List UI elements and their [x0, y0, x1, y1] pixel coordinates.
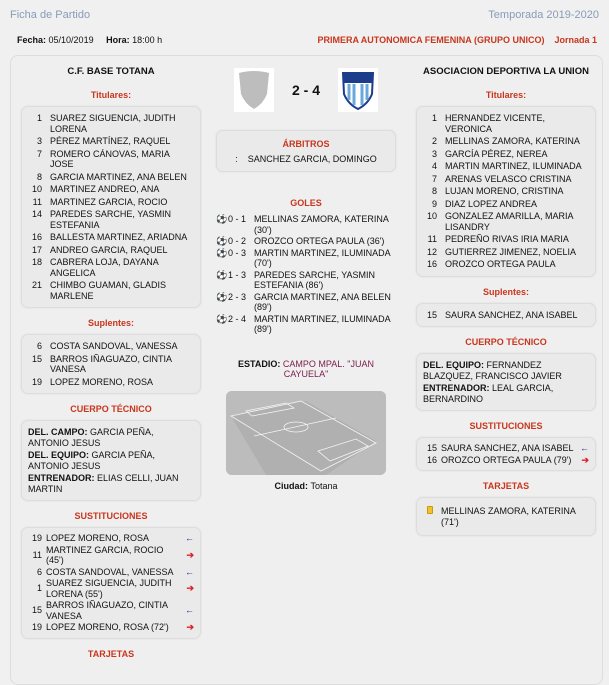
player-name: LUJAN MORENO, CRISTINA — [445, 186, 564, 196]
goal-row — [216, 214, 396, 235]
stadium-image — [226, 391, 386, 475]
away-crest-icon — [338, 68, 378, 112]
goal-score: 0 - 2 — [228, 236, 247, 246]
goal-scorer: MARTIN MARTINEZ, ILUMINADA (70') — [254, 247, 391, 268]
player-name: PEDREÑO RIVAS IRIA MARIA — [445, 234, 569, 244]
staff-name: ELIAS CELLI, JUAN MARTIN — [28, 473, 179, 494]
staff-role: DEL. EQUIPO: — [28, 450, 90, 460]
player-name: ARENAS VELASCO CRISTINA — [445, 173, 572, 184]
player-row — [423, 161, 589, 172]
player-row — [423, 174, 589, 185]
player-number: 4 — [431, 161, 437, 171]
player-number: 10 — [426, 211, 437, 221]
player-row — [423, 149, 589, 160]
player-number: 7 — [431, 173, 437, 184]
goal-scorer: GARCIA MARTINEZ, ANA BELEN (89') — [254, 291, 391, 312]
soccer-ball-icon: ⚽ — [216, 236, 228, 246]
substitution-row — [28, 545, 194, 566]
player-number: 15 — [31, 605, 42, 616]
soccer-ball-icon: ⚽ — [216, 313, 228, 324]
home-starters-heading: Titulares: — [90, 90, 132, 100]
substitution-row — [28, 622, 194, 633]
player-number: 6 — [36, 341, 42, 351]
staff-row — [28, 450, 194, 471]
goal-score: 1 - 3 — [228, 269, 247, 280]
player-row — [423, 234, 589, 245]
staff-role: ENTRENADOR: — [423, 383, 490, 393]
goal-scorer: OROZCO ORTEGA PAULA (36') — [254, 236, 385, 246]
substitution-row — [423, 455, 589, 466]
player-number: 8 — [36, 171, 42, 182]
player-number: 3 — [431, 148, 437, 159]
goal-row — [216, 314, 396, 335]
player-name: CABRERA LOJA, DAYANA ANGELICA — [50, 257, 159, 278]
home-team-name: C.F. BASE TOTANA — [67, 66, 155, 77]
player-number: 9 — [431, 198, 437, 209]
player-row — [423, 136, 589, 147]
player-number: 19 — [31, 376, 42, 387]
competition — [317, 35, 597, 45]
arrow-right-icon: ➔ — [186, 549, 194, 560]
away-starters-list — [416, 106, 596, 277]
player-number: 15 — [426, 443, 437, 453]
date-value: 05/10/2019 — [48, 35, 94, 45]
player-number: 11 — [427, 234, 437, 244]
away-subs-list — [416, 303, 596, 328]
stadium — [216, 359, 396, 379]
player-row — [28, 354, 194, 375]
goal-score: 0 - 1 — [228, 214, 247, 224]
player-name: BARROS IÑAGUAZO, CINTIA VANESA — [50, 353, 172, 374]
player-row — [423, 247, 589, 258]
season-label: Temporada 2019-2020 — [488, 9, 599, 21]
soccer-ball-icon: ⚽ — [216, 247, 228, 258]
goal-row — [216, 270, 396, 291]
player-name: LOPEZ MORENO, ROSA (72') — [46, 622, 169, 632]
arrow-right-icon: ➔ — [581, 454, 589, 465]
player-row — [28, 280, 194, 301]
time-label: Hora: — [106, 35, 130, 45]
arrow-right-icon: ➔ — [186, 622, 194, 632]
home-column — [21, 56, 201, 665]
player-number: 12 — [426, 246, 437, 257]
staff-name: LEAL GARCIA, BERNARDINO — [423, 383, 554, 404]
player-row — [28, 377, 194, 388]
player-number: 16 — [426, 259, 437, 269]
staff-row — [423, 383, 589, 404]
player-name: GARCIA MARTINEZ, ANA BELEN — [50, 171, 187, 182]
player-number: 19 — [31, 622, 42, 632]
goal-row — [216, 236, 396, 247]
city-label: Ciudad: — [274, 480, 308, 491]
player-name: OROZCO ORTEGA PAULA (79') — [441, 454, 572, 465]
away-cards-heading: TARJETAS — [482, 481, 530, 491]
player-name: CHIMBO GUAMAN, GLADIS MARLENE — [50, 280, 167, 301]
soccer-ball-icon: ⚽ — [216, 214, 228, 224]
away-staff-heading: CUERPO TÉCNICO — [465, 337, 547, 347]
player-row — [28, 232, 194, 243]
player-row — [28, 172, 194, 183]
goal-row — [216, 292, 396, 313]
player-name: BARROS IÑAGUAZO, CINTIA VANESA — [46, 600, 168, 621]
staff-name: GARCIA PEÑA, ANTONIO JESUS — [28, 450, 156, 471]
away-subs-heading: Suplentes: — [482, 286, 529, 297]
goal-scorer: PAREDES SARCHE, YASMIN ESTEFANIA (86') — [254, 269, 376, 290]
player-number: 7 — [36, 148, 42, 159]
home-cards-heading: TARJETAS — [87, 648, 135, 659]
referee-role: : — [235, 154, 238, 164]
staff-row — [28, 473, 194, 494]
player-name: PÉREZ MARTÍNEZ, RAQUEL — [50, 136, 171, 146]
substitution-row — [28, 567, 194, 578]
player-number: 19 — [31, 533, 42, 543]
arrow-right-icon: ➔ — [186, 583, 194, 594]
goal-score: 0 - 3 — [228, 247, 247, 258]
player-row — [423, 310, 589, 321]
staff-role: DEL. EQUIPO: — [423, 360, 485, 370]
player-name: DIAZ LOPEZ ANDREA — [445, 198, 538, 209]
player-name: PAREDES SARCHE, YASMIN ESTEFANIA — [50, 209, 172, 230]
home-substitutions-list — [21, 527, 201, 639]
away-substitutions-heading: SUSTITUCIONES — [469, 421, 543, 431]
home-crest-icon — [234, 68, 274, 112]
arrow-left-icon: ← — [185, 605, 194, 616]
away-starters-heading: Titulares: — [485, 90, 527, 100]
player-row — [423, 211, 589, 232]
home-subs-list — [21, 334, 201, 394]
player-row — [423, 199, 589, 210]
arrow-left-icon: ← — [185, 533, 194, 543]
player-number: 2 — [431, 136, 437, 146]
card-row — [423, 506, 589, 527]
player-row — [423, 113, 589, 134]
referee-name: SANCHEZ GARCIA, DOMINGO — [247, 154, 377, 164]
player-number: 10 — [31, 184, 42, 194]
stadium-name: CAMPO MPAL. "JUAN CAYUELA" — [282, 358, 374, 379]
city — [216, 481, 396, 491]
player-number: 1 — [36, 113, 42, 123]
player-name: SUAREZ SIGUENCIA, JUDITH LORENA — [50, 113, 176, 134]
home-substitutions-heading: SUSTITUCIONES — [74, 511, 148, 521]
score: 2 - 4 — [291, 82, 320, 98]
home-starters-list — [21, 106, 201, 308]
player-row — [28, 245, 194, 256]
soccer-ball-icon: ⚽ — [216, 269, 228, 280]
home-subs-heading: Suplentes: — [87, 318, 134, 328]
staff-row — [423, 360, 589, 381]
city-name: Totana — [310, 480, 338, 491]
goals-heading: GOLES — [290, 198, 322, 208]
player-number: 11 — [32, 549, 42, 560]
referees-box — [216, 130, 396, 172]
player-name: OROZCO ORTEGA PAULA — [445, 259, 556, 269]
player-name: LOPEZ MORENO, ROSA — [46, 533, 150, 543]
away-substitutions-list — [416, 437, 596, 471]
player-name: SAURA SANCHEZ, ANA ISABEL — [441, 443, 574, 453]
player-row — [28, 197, 194, 208]
player-name: MARTIN MARTINEZ, ILUMINADA — [445, 161, 582, 171]
player-number: 16 — [426, 454, 437, 465]
player-number: 14 — [31, 209, 42, 219]
player-name: MELLINAS ZAMORA, KATERINA — [445, 136, 580, 146]
substitution-row — [28, 578, 194, 599]
staff-name: FERNANDEZ BLAZQUEZ, FRANCISCO JAVIER — [423, 360, 562, 381]
arrow-left-icon: ← — [580, 443, 589, 453]
soccer-ball-icon: ⚽ — [216, 291, 228, 302]
player-name: MARTINEZ GARCIA, ROCIO (45') — [46, 544, 164, 565]
player-number: 3 — [36, 136, 42, 146]
page-title: Ficha de Partido — [10, 9, 91, 21]
player-number: 1 — [36, 583, 42, 594]
substitution-row — [423, 443, 589, 454]
away-team-name: ASOCIACION DEPORTIVA LA UNION — [423, 66, 589, 77]
player-number: 1 — [431, 113, 437, 123]
player-number: 16 — [31, 232, 42, 242]
player-row — [28, 257, 194, 278]
goal-row — [216, 248, 396, 269]
player-number: 15 — [426, 309, 437, 320]
player-name: MARTINEZ GARCIA, ROCIO — [50, 196, 168, 207]
player-name: COSTA SANDOVAL, VANESSA — [46, 566, 174, 577]
player-row — [423, 186, 589, 197]
player-number: 11 — [32, 196, 42, 207]
stadium-label: ESTADIO: — [238, 358, 281, 369]
staff-role: DEL. CAMPO: — [28, 427, 88, 437]
player-name: LOPEZ MORENO, ROSA — [50, 376, 154, 387]
match-meta — [17, 35, 162, 45]
player-number: 17 — [31, 244, 42, 255]
goal-score: 2 - 4 — [228, 313, 247, 324]
player-number: 6 — [36, 566, 42, 577]
referees-heading: ÁRBITROS — [282, 139, 330, 149]
competition-name: PRIMERA AUTONOMICA FEMENINA (GRUPO UNICO) — [317, 35, 545, 45]
scoreboard — [216, 68, 396, 112]
player-name: ANDREO GARCIA, RAQUEL — [50, 244, 168, 255]
player-name: GONZALEZ AMARILLA, MARIA LISANDRY — [445, 211, 574, 232]
player-name: SAURA SANCHEZ, ANA ISABEL — [445, 309, 578, 320]
player-number: 15 — [31, 353, 42, 364]
staff-row — [28, 427, 194, 448]
goal-score: 2 - 3 — [228, 291, 247, 302]
goal-scorer: MARTIN MARTINEZ, ILUMINADA (89') — [254, 313, 391, 334]
player-number: 18 — [31, 257, 42, 267]
referee — [223, 154, 389, 164]
arrow-left-icon: ← — [185, 566, 194, 577]
player-row — [28, 209, 194, 230]
away-cards-list — [416, 497, 596, 536]
staff-role: ENTRENADOR: — [28, 473, 95, 483]
player-number: 21 — [31, 280, 42, 290]
card-player: MELLINAS ZAMORA, KATERINA (71') — [441, 506, 576, 527]
yellow-card-icon — [427, 506, 433, 514]
player-name: BALLESTA MARTINEZ, ARIADNA — [50, 232, 188, 242]
player-row — [28, 136, 194, 147]
player-row — [28, 184, 194, 195]
time-value: 18:00 h — [132, 35, 163, 45]
goal-scorer: MELLINAS ZAMORA, KATERINA (30') — [254, 214, 389, 235]
away-column — [416, 56, 596, 536]
match-card — [10, 55, 603, 685]
goals-list — [216, 214, 396, 335]
date-label: Fecha: — [17, 35, 47, 45]
player-name: GARCÍA PÉREZ, NEREA — [445, 148, 548, 159]
player-name: SUAREZ SIGUENCIA, JUDITH LORENA (55') — [46, 578, 172, 599]
player-name: ROMERO CÁNOVAS, MARIA JOSE — [50, 148, 170, 169]
player-name: HERNANDEZ VICENTE, VERONICA — [445, 113, 546, 134]
player-name: GUTIERREZ JIMENEZ, NOELIA — [445, 246, 577, 257]
substitution-row — [28, 600, 194, 621]
staff-name: GARCIA PEÑA, ANTONIO JESUS — [28, 427, 154, 448]
home-staff-heading: CUERPO TÉCNICO — [70, 404, 152, 414]
player-number: 8 — [431, 186, 437, 196]
player-row — [28, 113, 194, 134]
round: Jornada 1 — [554, 35, 597, 45]
player-row — [423, 259, 589, 270]
home-staff-list — [21, 420, 201, 501]
player-name: COSTA SANDOVAL, VANESSA — [50, 341, 178, 351]
player-row — [28, 341, 194, 352]
substitution-row — [28, 533, 194, 544]
player-name: MARTINEZ ANDREO, ANA — [50, 184, 160, 194]
center-column — [216, 56, 396, 491]
away-staff-list — [416, 353, 596, 411]
player-row — [28, 149, 194, 170]
